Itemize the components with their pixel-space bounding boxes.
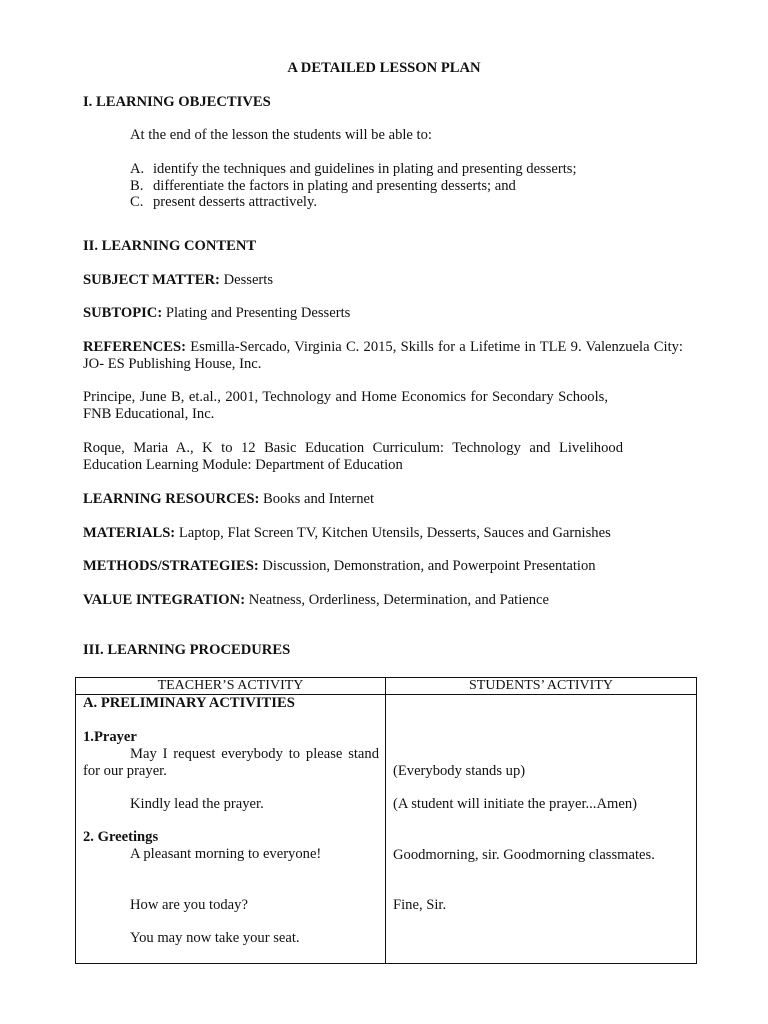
student-greeting-line: Goodmorning, sir. Goodmorning classmates. <box>393 847 655 863</box>
reference-principe: Principe, June B, et.al., 2001, Technology and Home Economics for Secondary Schools, FNB Educational, Inc. <box>83 389 608 422</box>
objectives-list <box>130 161 577 211</box>
list-item: B. differentiate the factors in plating and presenting desserts; and <box>130 177 516 194</box>
document-title: A DETAILED LESSON PLAN <box>287 60 481 76</box>
section-heading-content: II. LEARNING CONTENT <box>83 238 257 254</box>
prayer-request: May I request everybody to please stand for our prayer. <box>83 746 379 779</box>
column-header-students: STUDENTS’ ACTIVITY <box>386 678 697 695</box>
reference-roque: Roque, Maria A., K to 12 Basic Education Curriculum: Technology and Livelihood Education Learning Module: Department of Education <box>83 440 623 473</box>
students-activity-cell <box>386 695 697 964</box>
list-item: C. present desserts attractively. <box>130 194 317 210</box>
subtopic: SUBTOPIC: Plating and Presenting Desserts <box>83 305 351 321</box>
methods-strategies: METHODS/STRATEGIES: Discussion, Demonstration, and Powerpoint Presentation <box>83 558 596 574</box>
teacher-activity-cell <box>76 695 386 964</box>
column-header-teacher: TEACHER’S ACTIVITY <box>76 678 386 695</box>
greeting-line: A pleasant morning to everyone! <box>130 846 322 862</box>
section-heading-objectives: I. LEARNING OBJECTIVES <box>83 94 271 110</box>
greetings-heading: 2. Greetings <box>83 829 159 845</box>
preliminary-activities-heading: A. PRELIMINARY ACTIVITIES <box>83 695 295 711</box>
list-item: A. identify the techniques and guidelines in plating and presenting desserts; <box>130 161 577 177</box>
section-heading-procedures: III. LEARNING PROCEDURES <box>83 642 291 658</box>
prayer-heading: 1.Prayer <box>83 729 137 745</box>
procedures-table <box>75 677 697 964</box>
take-seat-line: You may now take your seat. <box>130 930 300 946</box>
materials: MATERIALS: Laptop, Flat Screen TV, Kitchen Utensils, Desserts, Sauces and Garnishes <box>83 525 611 541</box>
student-prayer-line: (A student will initiate the prayer...Amen) <box>393 796 637 812</box>
learning-resources: LEARNING RESOURCES: Books and Internet <box>83 491 375 507</box>
prayer-lead: Kindly lead the prayer. <box>130 796 264 812</box>
student-stands-line: (Everybody stands up) <box>393 763 526 779</box>
student-fine-line: Fine, Sir. <box>393 897 447 913</box>
references: REFERENCES: Esmilla-Sercado, Virginia C. 2015, Skills for a Lifetime in TLE 9. Valenzuela City: JO- ES Publishing House, Inc. <box>83 339 683 372</box>
objectives-intro: At the end of the lesson the students will be able to: <box>130 127 432 143</box>
subject-matter: SUBJECT MATTER: Desserts <box>83 272 274 288</box>
how-are-you-line: How are you today? <box>130 897 248 913</box>
value-integration: VALUE INTEGRATION: Neatness, Orderliness, Determination, and Patience <box>83 592 550 608</box>
